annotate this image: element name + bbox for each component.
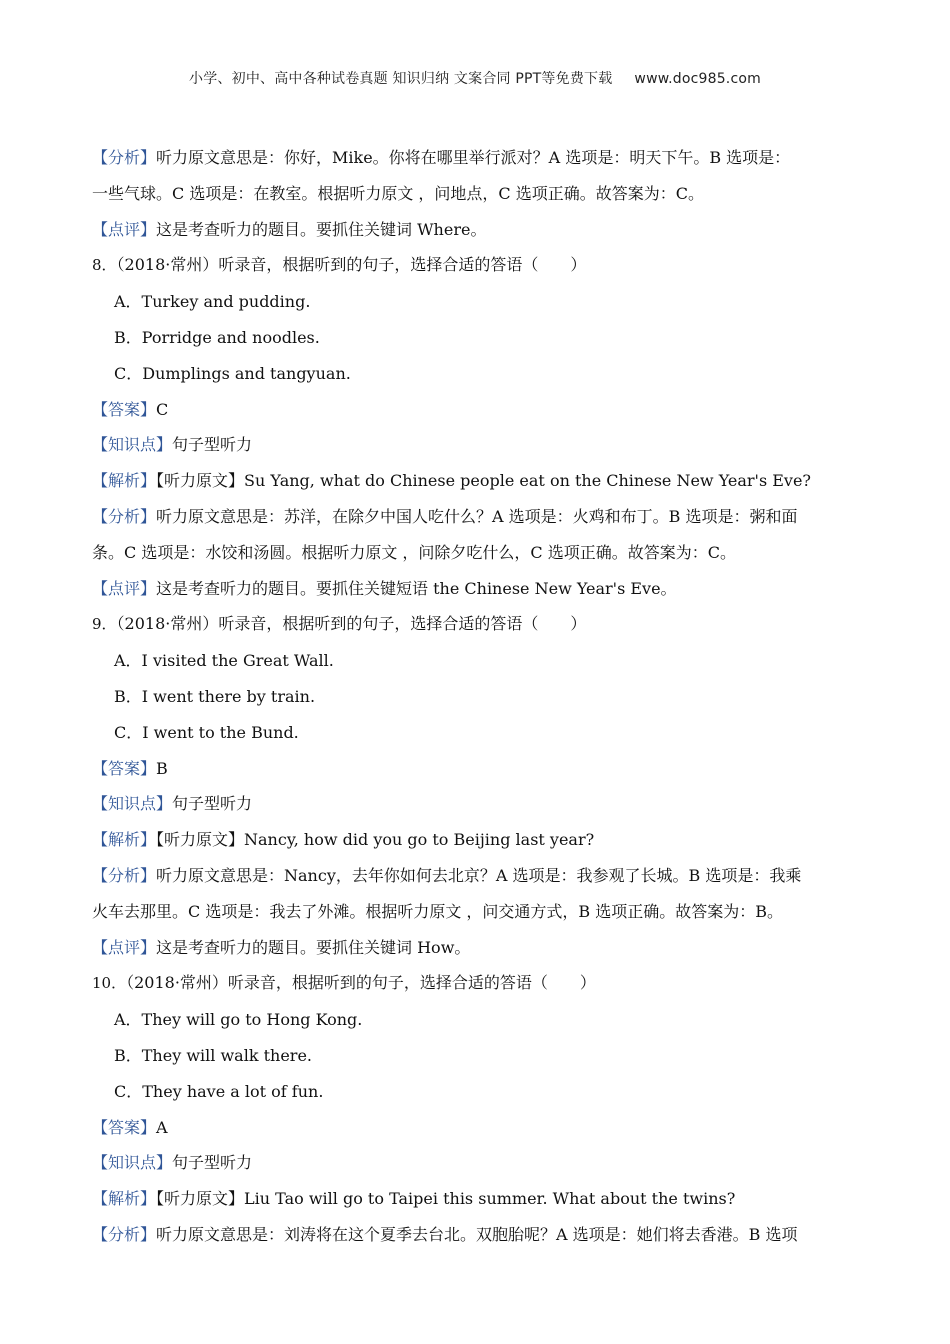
- header-site: www.doc985.com: [634, 71, 761, 87]
- knowledge-line: 【知识点】句子型听力: [92, 435, 253, 455]
- analysis-line: 【分析】听力原文意思是：苏洋，在除夕中国人吃什么？A 选项是：火鸡和布丁。B 选项是：粥和面: [92, 506, 798, 526]
- question-stem: 10．（2018·常州）听录音，根据听到的句子，选择合适的答语（ ）: [92, 973, 596, 993]
- parse-label: 【解析】: [92, 830, 157, 850]
- option-c: C．Dumplings and tangyuan.: [114, 363, 351, 383]
- page-header: [0, 68, 950, 88]
- analysis-label: 【分析】: [92, 148, 157, 167]
- option-a: A．I visited the Great Wall.: [114, 651, 334, 671]
- answer-line: 【答案】B: [92, 758, 168, 778]
- analysis-label: 【分析】: [92, 1224, 157, 1244]
- document-body: [92, 140, 864, 1253]
- analysis-line: 【分析】听力原文意思是：刘涛将在这个夏季去台北。双胞胎呢？A 选项是：她们将去香港。B 选项: [92, 1224, 798, 1244]
- option-c: C．They have a lot of fun.: [114, 1081, 324, 1101]
- question-number: 10．: [92, 974, 127, 993]
- parse-label: 【解析】: [92, 471, 157, 491]
- option-c: C．I went to the Bund.: [114, 722, 299, 742]
- parse-label: 【解析】: [92, 1189, 157, 1209]
- analysis-line: 条。C 选项是：水饺和汤圆。根据听力原文 ，问除夕吃什么，C 选项正确。故答案为：C。: [92, 542, 736, 562]
- question-number: 9．: [92, 615, 117, 634]
- knowledge-label: 【知识点】: [92, 435, 173, 455]
- option-b: B．Porridge and noodles.: [114, 327, 320, 347]
- question-number: 8．: [92, 256, 117, 275]
- question-stem: 9．（2018·常州）听录音，根据听到的句子，选择合适的答语（ ）: [92, 614, 587, 634]
- review-label: 【点评】: [92, 937, 157, 957]
- analysis-line: 【分析】听力原文意思是：Nancy，去年你如何去北京？A 选项是：我参观了长城。B 选项是：我乘: [92, 865, 802, 885]
- answer-line: 【答案】C: [92, 399, 169, 419]
- analysis-label: 【分析】: [92, 506, 157, 526]
- option-b: B．I went there by train.: [114, 686, 316, 706]
- knowledge-line: 【知识点】句子型听力: [92, 1153, 253, 1173]
- answer-label: 【答案】: [92, 1117, 157, 1137]
- review-line: 【点评】这是考查听力的题目。要抓住关键短语 the Chinese New Year's Eve。: [92, 578, 677, 598]
- option-a: A．Turkey and pudding.: [114, 292, 311, 312]
- answer-label: 【答案】: [92, 758, 157, 778]
- analysis-label: 【分析】: [92, 865, 157, 885]
- parse-line: 【解析】【听力原文】Nancy, how did you go to Beijing last year?: [92, 830, 595, 850]
- analysis-line: 一些气球。C 选项是：在教室。根据听力原文 ，问地点，C 选项正确。故答案为：C。: [92, 183, 704, 203]
- parse-line: 【解析】【听力原文】Liu Tao will go to Taipei this summer. What about the twins?: [92, 1189, 736, 1209]
- option-a: A．They will go to Hong Kong.: [114, 1010, 363, 1030]
- analysis-line: 火车去那里。C 选项是：我去了外滩。根据听力原文 ，问交通方式，B 选项正确。故答案为：B。: [92, 901, 784, 921]
- answer-label: 【答案】: [92, 399, 157, 419]
- parse-line: 【解析】【听力原文】Su Yang, what do Chinese people eat on the Chinese New Year's Eve?: [92, 471, 812, 491]
- review-line: 【点评】这是考查听力的题目。要抓住关键词 Where。: [92, 219, 487, 239]
- review-label: 【点评】: [92, 219, 157, 239]
- question-stem: 8．（2018·常州）听录音，根据听到的句子，选择合适的答语（ ）: [92, 255, 587, 275]
- option-b: B．They will walk there.: [114, 1045, 313, 1065]
- knowledge-label: 【知识点】: [92, 1153, 173, 1173]
- header-text: 小学、初中、高中各种试卷真题 知识归纳 文案合同 PPT等免费下载: [189, 71, 613, 87]
- analysis-line: 【分析】听力原文意思是：你好，Mike。你将在哪里举行派对？A 选项是：明天下午。B 选项是：: [92, 148, 791, 167]
- answer-line: 【答案】A: [92, 1117, 168, 1137]
- knowledge-line: 【知识点】句子型听力: [92, 794, 253, 814]
- review-label: 【点评】: [92, 578, 157, 598]
- knowledge-label: 【知识点】: [92, 794, 173, 814]
- review-line: 【点评】这是考查听力的题目。要抓住关键词 How。: [92, 937, 471, 957]
